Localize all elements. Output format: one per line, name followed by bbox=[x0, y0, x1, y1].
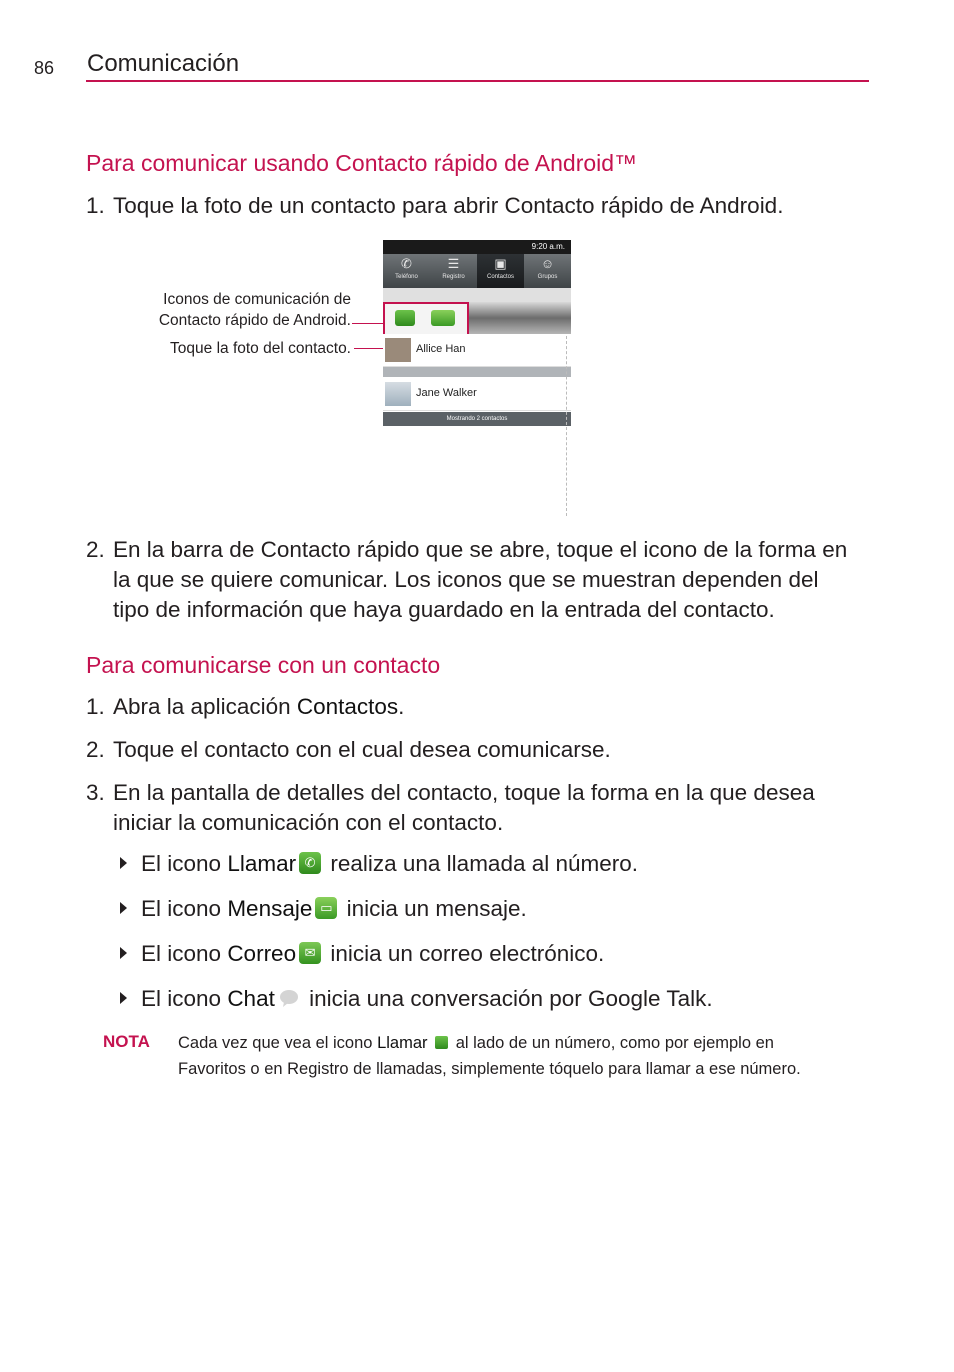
tab-log[interactable]: ☰ Registro bbox=[430, 254, 477, 288]
page-number: 86 bbox=[34, 58, 55, 78]
note-text: Cada vez que vea el icono Llamar al lado de un número, como por ejemplo en Favoritos o en Registro de llamadas, simplemente tóquelo para llamar a ese número. bbox=[178, 1034, 801, 1078]
callout-line-photo bbox=[354, 348, 386, 349]
tab-contacts[interactable]: ▣ Contactos bbox=[477, 254, 524, 288]
phone-icon: ✆ bbox=[299, 852, 321, 874]
callout-photo: Toque la foto del contacto. bbox=[170, 340, 351, 357]
groups-icon: ☺ bbox=[540, 256, 555, 271]
page-title: Comunicación bbox=[87, 50, 240, 77]
triangle-bullet-icon bbox=[120, 902, 127, 914]
quick-call-icon[interactable] bbox=[395, 310, 415, 326]
contact-name: Allice Han bbox=[416, 343, 466, 355]
step-1-open-contacts: 1. Abra la aplicación Contactos. bbox=[86, 692, 876, 722]
step-number: 2. bbox=[86, 737, 105, 762]
phone-icon bbox=[435, 1036, 448, 1049]
contacts-count-bar: Mostrando 2 contactos bbox=[383, 412, 571, 426]
bullet-chat: El icono Chat inicia una conversación por Google Talk. bbox=[120, 986, 713, 1012]
step-text-line2: iniciar la comunicación con el contacto. bbox=[113, 810, 504, 835]
note-label: NOTA bbox=[103, 1032, 150, 1051]
step-3-choose-method bbox=[86, 778, 876, 838]
step-number: 1. bbox=[86, 694, 105, 719]
step-1-quick-contact bbox=[86, 191, 876, 221]
step-number: 3. bbox=[86, 780, 105, 805]
phone-icon: ✆ bbox=[401, 256, 412, 271]
tab-bar bbox=[383, 254, 571, 288]
tab-phone[interactable]: ✆ Teléfono bbox=[383, 254, 430, 288]
step-text-line1: En la barra de Contacto rápido que se abre, toque el icono de la forma en bbox=[113, 537, 848, 562]
header-divider bbox=[86, 80, 869, 82]
row-separator bbox=[383, 367, 571, 377]
callout-icons-line2: Contacto rápido de Android. bbox=[158, 312, 351, 329]
chat-bubble-icon bbox=[278, 987, 300, 1009]
section-heading-communicate: Para comunicarse con un contacto bbox=[86, 652, 441, 678]
bullet-call: El icono Llamar ✆ realiza una llamada al número. bbox=[120, 851, 638, 877]
contact-photo[interactable] bbox=[385, 338, 411, 362]
step-2-touch-contact bbox=[86, 735, 876, 765]
message-icon: ▭ bbox=[315, 897, 337, 919]
callout-icons bbox=[100, 289, 351, 331]
log-icon: ☰ bbox=[447, 256, 460, 271]
bullet-email: El icono Correo ✉ inicia un correo electrónico. bbox=[120, 941, 604, 967]
step-text-line3: tipo de información que haya guardado en la entrada del contacto. bbox=[113, 597, 775, 622]
step-number: 1. bbox=[86, 193, 105, 218]
bullet-message: El icono Mensaje ▭ inicia un mensaje. bbox=[120, 896, 527, 922]
email-icon: ✉ bbox=[299, 942, 321, 964]
step-text-line2: la que se quiere comunicar. Los iconos que se muestran dependen del bbox=[113, 567, 819, 592]
status-time: 9:20 a.m. bbox=[531, 242, 565, 251]
scrollbar[interactable] bbox=[566, 336, 569, 516]
quick-message-icon[interactable] bbox=[431, 310, 455, 326]
step-text: Toque el contacto con el cual desea comunicarse. bbox=[113, 737, 611, 762]
contact-name: Jane Walker bbox=[416, 387, 477, 399]
step-2-quick-contact bbox=[86, 535, 876, 625]
tab-groups[interactable]: ☺ Grupos bbox=[524, 254, 571, 288]
app-name-contacts: Contactos bbox=[296, 694, 399, 719]
section-heading-quick-contact: Para comunicar usando Contacto rápido de Android™ bbox=[86, 150, 638, 176]
step-text: Toque la foto de un contacto para abrir Contacto rápido de Android. bbox=[113, 193, 784, 218]
triangle-bullet-icon bbox=[120, 992, 127, 1004]
contact-row[interactable] bbox=[383, 378, 571, 411]
callout-line-icons bbox=[352, 323, 386, 324]
contacts-icon: ▣ bbox=[494, 256, 507, 271]
step-text-line1: En la pantalla de detalles del contacto, toque la forma en la que desea bbox=[113, 780, 815, 805]
contact-photo[interactable] bbox=[385, 382, 411, 406]
callout-icons-line1: Iconos de comunicación de bbox=[163, 291, 351, 308]
triangle-bullet-icon bbox=[120, 947, 127, 959]
search-strip bbox=[383, 288, 571, 302]
contact-row[interactable] bbox=[383, 334, 571, 367]
contacts-screenshot bbox=[383, 240, 571, 518]
triangle-bullet-icon bbox=[120, 857, 127, 869]
step-number: 2. bbox=[86, 537, 105, 562]
status-bar bbox=[383, 240, 571, 254]
